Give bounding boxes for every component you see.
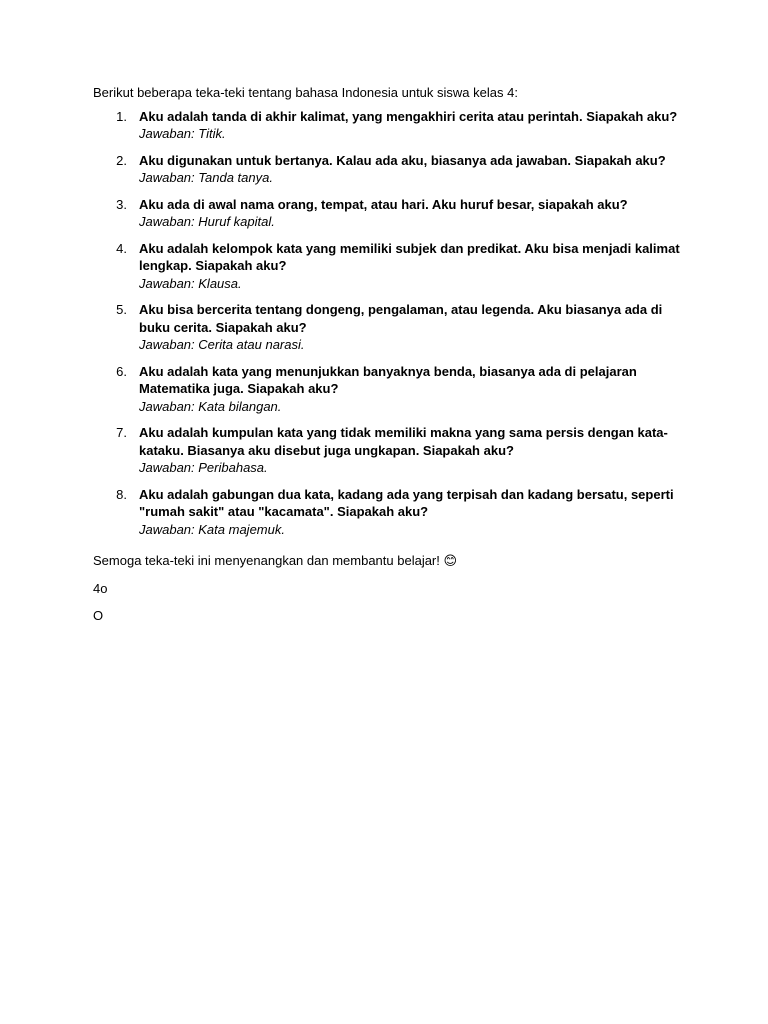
riddle-list [93, 108, 683, 539]
riddle-item [93, 152, 683, 187]
riddle-answer: Jawaban: Peribahasa. [139, 460, 268, 475]
riddle-item [93, 196, 683, 231]
riddle-item [93, 301, 683, 354]
riddle-number: 4. [116, 240, 127, 256]
riddle-number: 6. [116, 363, 127, 379]
riddle-answer: Jawaban: Klausa. [139, 275, 242, 291]
riddle-question: Aku bisa bercerita tentang dongeng, pengalaman, atau legenda. Aku biasanya ada di buku cerita. Siapakah aku? [139, 302, 663, 335]
riddle-number: 1. [116, 108, 127, 124]
riddle-number: 3. [116, 196, 127, 212]
riddle-question: Aku digunakan untuk bertanya. Kalau ada aku, biasanya ada jawaban. Siapakah aku? [139, 152, 666, 168]
footer-character: O [93, 608, 104, 623]
riddle-answer: Jawaban: Kata bilangan. [139, 398, 282, 414]
riddle-item [93, 363, 683, 416]
riddle-item [93, 240, 683, 293]
riddle-answer: Jawaban: Titik. [139, 126, 226, 141]
riddle-answer: Jawaban: Huruf kapital. [139, 214, 275, 229]
riddle-answer: Jawaban: Cerita atau narasi. [139, 337, 305, 352]
riddle-number: 5. [116, 302, 127, 317]
document-page [93, 84, 683, 625]
riddle-item [93, 424, 683, 477]
riddle-item [93, 108, 683, 143]
riddle-question: Aku adalah kumpulan kata yang tidak memiliki makna yang sama persis dengan kata-kataku. Biasanya aku disebut juga ungkapan. Siapakah aku? [139, 425, 668, 458]
riddle-question: Aku adalah kelompok kata yang memiliki subjek dan predikat. Aku bisa menjadi kalimat lengkap. Siapakah aku? [139, 240, 680, 273]
model-label: 4o [93, 580, 108, 596]
riddle-answer: Jawaban: Tanda tanya. [139, 170, 273, 185]
closing-paragraph: Semoga teka-teki ini menyenangkan dan membantu belajar! 😊 [93, 553, 458, 568]
intro-paragraph: Berikut beberapa teka-teki tentang bahasa Indonesia untuk siswa kelas 4: [93, 85, 518, 100]
riddle-answer: Jawaban: Kata majemuk. [139, 521, 285, 537]
riddle-question: Aku adalah kata yang menunjukkan banyaknya benda, biasanya ada di pelajaran Matematika juga. Siapakah aku? [139, 363, 637, 396]
riddle-number: 2. [116, 152, 127, 168]
riddle-question: Aku adalah gabungan dua kata, kadang ada yang terpisah dan kadang bersatu, seperti "rumah sakit" atau "kacamata". Siapakah aku? [139, 486, 674, 519]
riddle-item [93, 486, 683, 539]
riddle-number: 7. [116, 425, 127, 440]
riddle-question: Aku ada di awal nama orang, tempat, atau hari. Aku huruf besar, siapakah aku? [139, 196, 628, 212]
riddle-question: Aku adalah tanda di akhir kalimat, yang mengakhiri cerita atau perintah. Siapakah aku? [139, 108, 678, 124]
riddle-number: 8. [116, 486, 127, 502]
